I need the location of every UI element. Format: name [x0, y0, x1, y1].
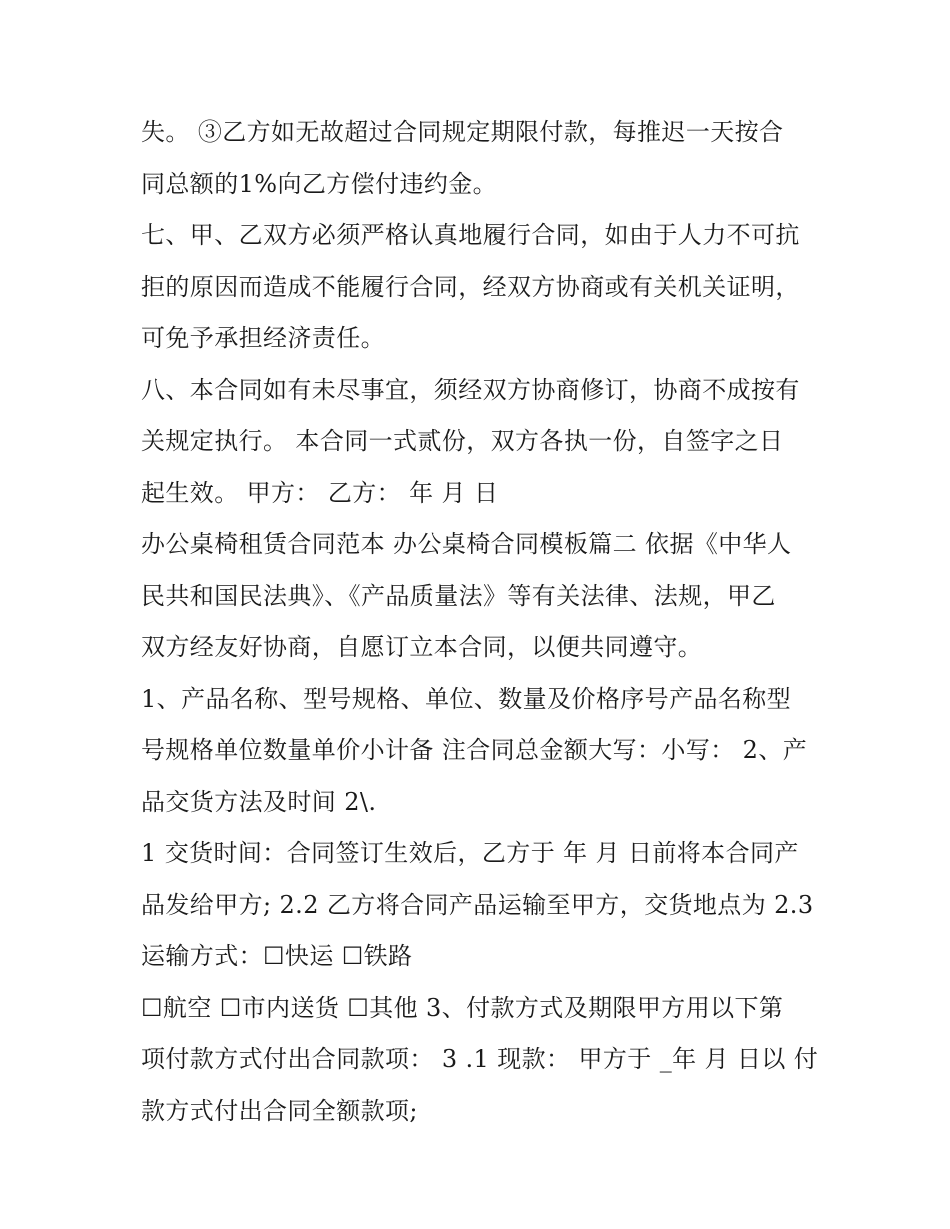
text-line: 可免予承担经济责任。 [141, 324, 385, 352]
text-line: 1 交货时间：合同签订生效后，乙方于 年 月 日前将本合同产 [141, 839, 799, 867]
text-line: 八、本合同如有未尽事宜，须经双方协商修订，协商不成按有 [141, 375, 800, 404]
text-line: 1、产品名称、型号规格、单位、数量及价格序号产品名称型 [141, 684, 792, 713]
text-line: 办公桌椅租赁合同范本 办公桌椅合同模板篇二 依据《中华人 [141, 530, 792, 558]
text-line: 关规定执行。 本合同一式贰份，双方各执一份，自签字之日 [141, 427, 784, 455]
text-line: 品交货方法及时间 2\. [141, 787, 377, 816]
text-line: 款方式付出合同全额款项; [141, 1096, 418, 1125]
text-line: 七、甲、乙双方必须严格认真地履行合同，如由于人力不可抗 [141, 221, 800, 249]
text-line: ☐航空 ☐市内送货 ☐其他 3、付款方式及期限甲方用以下第 [141, 993, 784, 1022]
text-line: 拒的原因而造成不能履行合同，经双方协商或有关机关证明， [141, 272, 800, 301]
text-line: 品发给甲方; 2.2 乙方将合同产品运输至甲方，交货地点为 2.3 [141, 890, 814, 919]
text-line: 项付款方式付出合同款项： 3 .1 现款： 甲方于 _年 月 日以 付 [141, 1045, 819, 1073]
text-line: 号规格单位数量单价小计备 注合同总金额大写：小写： 2、产 [141, 736, 808, 764]
text-line: 失。 ③乙方如无故超过合同规定期限付款，每推迟一天按合 [141, 118, 784, 146]
text-line: 民共和国民法典》、《产品质量法》等有关法律、法规，甲乙 [141, 581, 776, 610]
text-line: 同总额的1%向乙方偿付违约金。 [141, 169, 498, 198]
text-line: 双方经友好协商，自愿订立本合同，以便共同遵守。 [141, 633, 703, 661]
document-body [141, 107, 821, 1137]
text-line: 起生效。 甲方： 乙方： 年 月 日 [141, 478, 499, 507]
text-line: 运输方式：☐快运 ☐铁路 [141, 942, 413, 970]
